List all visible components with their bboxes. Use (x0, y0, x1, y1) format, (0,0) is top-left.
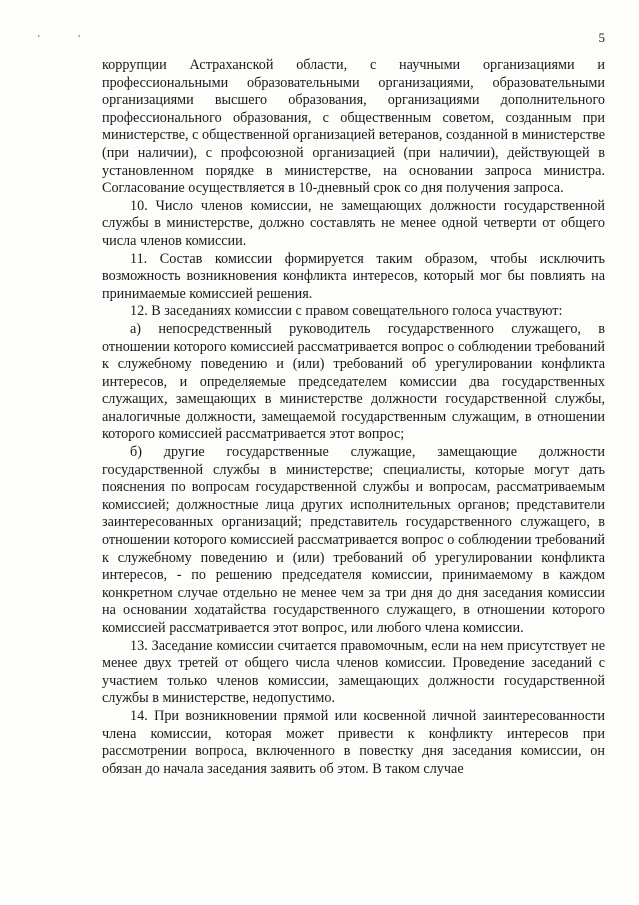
paragraph-12: 12. В заседаниях комиссии с правом совещательного голоса участвуют: (130, 303, 563, 320)
paragraph-continuation: коррупции Астраханской области, с научными организациями и профессиональными образовательными организациями, образовательными организациями высшего образования, организациями дополнительного профессионального образования, с общественным советом, созданным при министерстве, с общественной организацией ветеранов, созданной в министерстве (при наличии), с профсоюзной организацией (при наличии), действующей в установленном порядке в министерстве, на основании запроса министра. Согласование осуществляется в 10-дневный срок со дня получения запроса. (102, 57, 605, 197)
page-number: 5 (598, 30, 605, 45)
paragraph-12-b: б) другие государственные служащие, замещающие должности государственной службы в министерстве; специалисты, которые могут дать пояснения по вопросам государственной службы и вопросам, рассматриваемым комиссией; должностные лица других исполнительных органов; представители заинтересованных организаций; представитель государственного служащего, в отношении которого комиссией рассматривается вопрос о соблюдении требований к служебному поведению и (или) требований об урегулировании конфликта интересов, - по решению председателя комиссии, принимаемому в каждом конкретном случае отдельно не менее чем за три дня до дня заседания комиссии на основании ходатайства государственного служащего, в отношении которого комиссией рассматривается этот вопрос, или любого члена комиссии. (102, 444, 605, 636)
paragraph-14: 14. При возникновении прямой или косвенной личной заинтересованности члена комиссии, которая может привести к конфликту интересов при рассмотрении вопроса, включенного в повестку дня заседания комиссии, он обязан до начала заседания заявить об этом. В таком случае (102, 707, 605, 777)
document-body (102, 57, 605, 778)
paragraph-13: 13. Заседание комиссии считается правомочным, если на нем присутствует не менее двух третей от общего числа членов комиссии. Проведение заседаний с участием только членов комиссии, замещающих должности государственной службы в министерстве, недопустимо. (102, 637, 605, 707)
paragraph-11: 11. Состав комиссии формируется таким образом, чтобы исключить возможность возникновения конфликта интересов, который мог бы повлиять на принимаемые комиссией решения. (102, 250, 605, 302)
paragraph-12-a: а) непосредственный руководитель государственного служащего, в отношении которого комиссией рассматривается вопрос о соблюдении требований к служебному поведению и (или) требований об урегулировании конфликта интересов, и определяемые председателем комиссии два государственных служащих, замещающих в министерстве должности государственной службы, аналогичные должности, замещаемой государственным служащим, в отношении которого комиссией рассматривается этот вопрос; (102, 320, 605, 443)
paragraph-10: 10. Число членов комиссии, не замещающих должности государственной службы в министерстве, должно составлять не менее одной четверти от общего числа членов комиссии. (102, 197, 605, 249)
scan-marks: ' ' (38, 34, 99, 45)
